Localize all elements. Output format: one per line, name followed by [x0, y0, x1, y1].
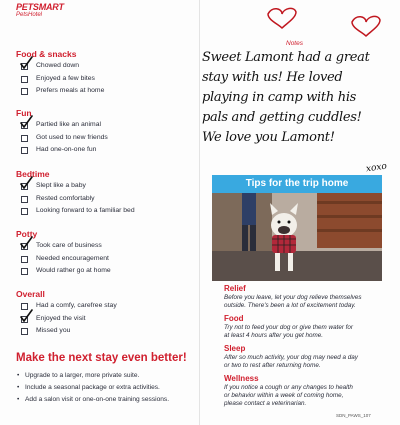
item-label: Had one-on-one fun	[36, 146, 97, 153]
checklist-item[interactable]	[16, 60, 196, 73]
checkbox[interactable]	[21, 268, 28, 275]
note-line: pals and getting cuddles!	[202, 110, 362, 125]
checklist-item[interactable]	[16, 325, 196, 338]
section-title: Fun	[16, 108, 32, 118]
checkbox[interactable]	[21, 208, 28, 215]
section-bedtime	[16, 168, 196, 218]
checkbox[interactable]	[21, 328, 28, 335]
tip-wellness	[224, 374, 384, 408]
tip-text: Before you leave, let your dog relieve themselves outside. There's been a lot of excitement today.	[224, 294, 362, 309]
item-label: Slept like a baby	[36, 182, 86, 189]
notes-label: Notes	[286, 40, 303, 47]
checklist-item[interactable]	[16, 73, 196, 86]
tip-title: Wellness	[224, 374, 259, 383]
footer-code: SDN_PAWS_107	[336, 413, 371, 418]
checklist-item[interactable]	[16, 240, 196, 253]
handwritten-note	[202, 48, 392, 148]
checklist-item[interactable]	[16, 132, 196, 145]
checklist-item[interactable]	[16, 253, 196, 266]
checkbox[interactable]	[21, 88, 28, 95]
item-label: Enjoyed a few bites	[36, 74, 95, 82]
tip-title: Food	[224, 314, 244, 323]
checklist-item[interactable]	[16, 265, 196, 278]
note-line: Sweet Lamont had a great	[202, 50, 370, 65]
checklist-item[interactable]	[16, 144, 196, 157]
item-label: Missed you	[36, 327, 71, 334]
item-label: Partied like an animal	[36, 121, 101, 128]
checkbox[interactable]	[21, 76, 28, 83]
check-mark-icon	[18, 176, 34, 190]
tip-text: If you notice a cough or any changes to health or behavior within a week of coming home, please contact a veterinarian.	[224, 384, 353, 407]
item-label: Chowed down	[36, 62, 80, 69]
tip-relief	[224, 284, 384, 310]
check-mark-icon	[18, 115, 34, 129]
tip-title: Sleep	[224, 344, 246, 353]
checklist-item[interactable]	[16, 85, 196, 98]
item-label: Rested comfortably	[36, 194, 95, 202]
item-label: Looking forward to a familiar bed	[36, 207, 135, 214]
promo-item: • Add a salon visit or one-on-one training sessions.	[16, 394, 201, 406]
note-line: We love you Lamont!	[202, 130, 335, 145]
section-fun	[16, 107, 196, 157]
fold-line	[199, 0, 200, 425]
checkbox[interactable]	[21, 147, 28, 154]
tip-text: Try not to feed your dog or give them water for at least 4 hours after you get home.	[224, 324, 354, 339]
item-label: Would rather go at home	[36, 267, 111, 274]
check-mark-icon	[18, 309, 34, 323]
item-label: Enjoyed the visit	[36, 314, 86, 322]
section-title: Bedtime	[16, 169, 50, 179]
note-signoff: xoxo	[365, 161, 388, 175]
checklist-item[interactable]	[16, 193, 196, 206]
checklist-item[interactable]	[16, 300, 196, 313]
note-line: stay with us! He loved	[202, 70, 343, 85]
checklist-item[interactable]	[16, 119, 196, 132]
promo-item: • Upgrade to a larger, more private suite.	[16, 370, 201, 382]
heart-doodles-icon	[260, 0, 390, 40]
dog-photo	[212, 193, 382, 281]
section-food	[16, 48, 196, 98]
checklist-item[interactable]	[16, 205, 196, 218]
section-title: Potty	[16, 229, 38, 239]
checkbox[interactable]	[21, 135, 28, 142]
section-title: Overall	[16, 289, 45, 299]
promo-title: Make the next stay even better!	[16, 352, 187, 364]
petsmart-logo	[16, 2, 64, 28]
checkbox[interactable]	[21, 256, 28, 263]
item-label: Needed encouragement	[36, 254, 109, 262]
item-label: Took care of business	[36, 242, 102, 249]
logo-brand: PETSMART	[16, 2, 64, 12]
checkbox[interactable]	[21, 196, 28, 203]
tips-header: Tips for the trip home	[212, 175, 382, 193]
promo-item: • Include a seasonal package or extra activities.	[16, 382, 201, 394]
tip-food	[224, 314, 384, 340]
logo-sub: PetsHotel	[16, 12, 43, 18]
check-mark-icon	[18, 236, 34, 250]
check-mark-icon	[18, 56, 34, 70]
tip-title: Relief	[224, 284, 246, 293]
tip-sleep	[224, 344, 384, 370]
checklist-item[interactable]	[16, 180, 196, 193]
section-overall	[16, 288, 196, 338]
section-title: Food & snacks	[16, 49, 77, 59]
dog-photo-icon	[212, 193, 382, 281]
item-label: Had a comfy, carefree stay	[36, 302, 117, 309]
note-line: playing in camp with his	[202, 90, 357, 105]
item-label: Prefers meals at home	[36, 87, 105, 94]
promo-list	[16, 370, 201, 406]
item-label: Got used to new friends	[36, 133, 108, 141]
tip-text: After so much activity, your dog may need a day or two to rest after returning home.	[224, 354, 358, 369]
checklist-item[interactable]	[16, 313, 196, 326]
section-potty	[16, 228, 196, 278]
